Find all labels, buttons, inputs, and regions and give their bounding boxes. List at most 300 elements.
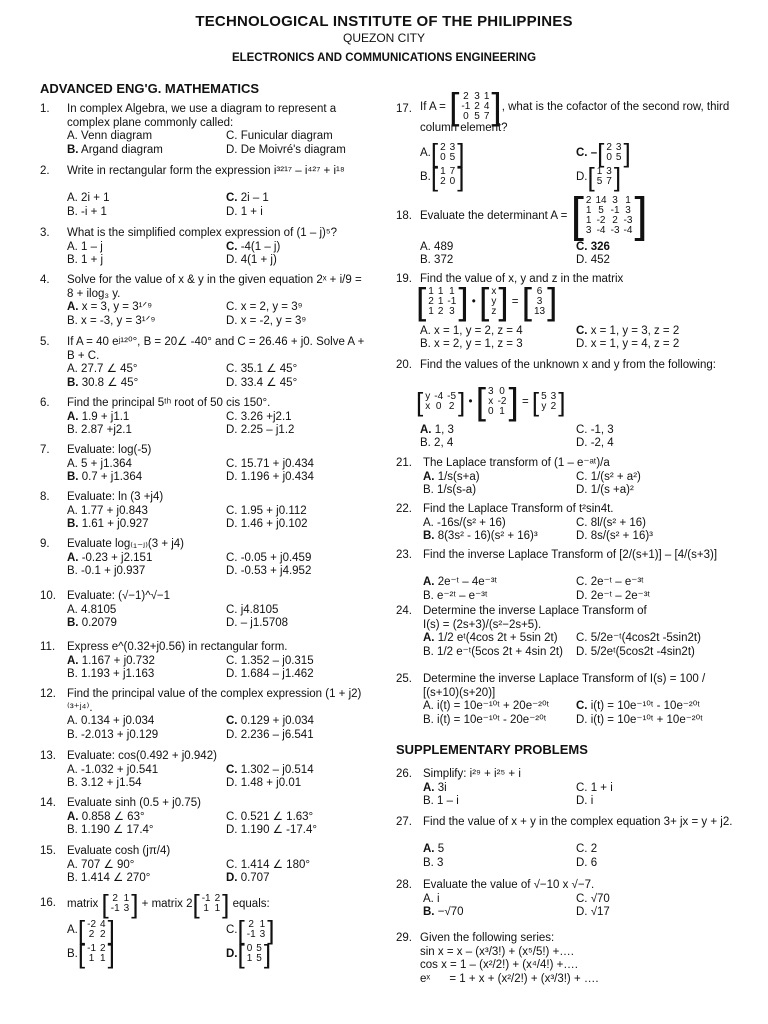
question-text: Determine the inverse Laplace Transform of I(s) = 100 / [(s+10)(s+20)] (423, 673, 706, 699)
option-b-value: 0.2079 (78, 617, 117, 629)
matrix-cell: -1 (610, 205, 620, 216)
matrix-cell: 0 (606, 152, 612, 163)
matrix-cell: 3 (615, 142, 622, 153)
institute-title: TECHNOLOGICAL INSTITUTE OF THE PHILIPPINES (195, 13, 573, 30)
matrix-table (245, 920, 267, 940)
bracket-right: ] (634, 189, 648, 242)
matrix-cell: 3 (585, 225, 592, 236)
option-c (226, 715, 314, 729)
bracket-left: [ (521, 281, 532, 322)
option-a (67, 811, 145, 825)
question-text: Find the value of x + y in the complex equation 3+ jx = y + j2. (423, 816, 733, 828)
matrix-cell: 1 (585, 205, 592, 216)
option-a: A. 0.134 + j0.034 (67, 715, 155, 727)
matrix-cell: 1 (596, 166, 603, 177)
matrix-cell: 2 (100, 929, 106, 940)
option-d-value: 0.707 (237, 872, 270, 884)
option-a: A. 1.77 + j0.843 (67, 504, 148, 517)
bracket-right: ] (131, 889, 139, 919)
question-text: Write in rectangular form the expression i³²¹⁷ – i⁴²⁷ + i¹⁸ (67, 165, 345, 177)
matrix-cell: 2 (550, 401, 557, 412)
matrix-table (200, 894, 222, 914)
matrix-cell: 3 (536, 296, 543, 307)
bracket-left: [ (430, 162, 439, 192)
option-a: A. 27.7 ∠ 45° (67, 363, 138, 375)
question-text: Evaluate the determinant A = (420, 210, 568, 223)
question-number: 23. (396, 549, 412, 561)
bracket-left: [ (531, 387, 540, 417)
section-title-supplementary: SUPPLEMENTARY PROBLEMS (396, 742, 588, 757)
option-c: C. 1/(s² + a²) (576, 470, 641, 483)
option-b: B. 3 (423, 856, 444, 869)
matrix-table (438, 167, 457, 187)
matrix-cell: 1 (428, 286, 434, 297)
question-text: Evaluate sinh (0.5 + j0.75) (67, 797, 201, 809)
question-text: Determine the inverse Laplace Transform of (423, 605, 647, 617)
option-b: B. -2.013 + j0.129 (67, 728, 159, 741)
matrix-cell: -4 (623, 225, 633, 236)
option-b: B. 1 + j (67, 254, 104, 266)
option-a: A. 2i + 1 (67, 192, 110, 204)
matrix-cell: x (425, 401, 431, 412)
question-text: Evaluate: (√−1)^√−1 (67, 590, 171, 602)
matrix-cell: -2 (596, 215, 606, 226)
matrix-table (584, 196, 635, 236)
option-a-value: 1.9 + j1.1 (78, 410, 130, 423)
question-11 (40, 641, 370, 685)
question-6 (40, 397, 370, 441)
matrix-cell: 14 (595, 195, 607, 206)
option-c: C. 326 (576, 241, 610, 253)
question-text: Evaluate log₍₁₋ⱼ₎(3 + j4) (67, 538, 185, 550)
matrix-cell: 3 (474, 91, 480, 102)
question-number: 29. (396, 932, 412, 944)
matrix-cell: 3 (449, 306, 455, 317)
matrix-cell: 1 (203, 903, 209, 914)
bracket-left: [ (192, 889, 200, 919)
option-c (576, 325, 679, 339)
matrix-cell: 13 (534, 306, 546, 317)
option-letter: A. (67, 810, 79, 823)
question-number: 25. (396, 673, 412, 685)
option-b-value: 8(3s² - 16)(s² + 16)³ (434, 530, 538, 542)
matrix-cell: 0 (246, 943, 253, 954)
option-letter: A. (67, 301, 79, 313)
option-a (67, 655, 155, 669)
question-16 (40, 889, 370, 972)
option-c: C. 0.521 ∠ 1.63° (226, 810, 314, 823)
matrix-cell: 4 (100, 919, 106, 930)
matrix-cell: -1 (87, 943, 97, 954)
matrix-cell: 0 (449, 176, 456, 187)
question-14 (40, 797, 370, 841)
question-3 (40, 227, 370, 271)
bracket-right: ] (457, 138, 465, 168)
option-d: D. 1.190 ∠ -17.4° (226, 824, 317, 836)
question-text: The Laplace transform of (1 – e⁻ᵃᵗ)/a (423, 457, 610, 469)
matrix-cell: 3 (625, 205, 631, 216)
department-title: ELECTRONICS AND COMMUNICATIONS ENGINEERING (231, 52, 537, 64)
matrix-cell: -3 (610, 225, 620, 236)
matrix-cell: 1 (437, 296, 444, 307)
option-a (67, 411, 129, 425)
question-text: Find the inverse Laplace Transform of [2/(s+1)] – [4/(s+3)] (423, 549, 718, 561)
question-25 (396, 673, 736, 730)
bracket-left: [ (475, 381, 486, 422)
option-d: D. i (576, 795, 594, 807)
question-4 (40, 274, 370, 331)
option-c: C. 1.95 + j0.112 (226, 504, 307, 517)
matrix-result (531, 387, 566, 417)
matrix-cell: 3 (449, 142, 456, 153)
option-b: B. e⁻²ᵗ – e⁻³ᵗ (423, 589, 488, 602)
option-letter: B. (67, 376, 79, 389)
question-number: 16. (40, 897, 56, 909)
question-26 (396, 768, 736, 812)
option-b-value: −√70 (434, 906, 464, 918)
option-b-value: Argand diagram (78, 143, 163, 156)
matrix-cell: 2 (606, 142, 612, 153)
option-c: C. 2 (576, 843, 598, 855)
option-a-value: 1/s(s+a) (434, 470, 480, 483)
question-number: 5. (40, 336, 50, 348)
question-text: If A = 40 eʲ¹²⁰°, B = 20∠ -40° and C = 26.46 + j0. Solve A + B + C. (67, 336, 365, 362)
bracket-right: ] (491, 86, 502, 127)
question-number: 12. (40, 688, 56, 700)
question-number: 9. (40, 538, 50, 550)
matrix-option-a (77, 915, 115, 945)
question-20 (396, 359, 736, 454)
question-2 (40, 165, 370, 222)
matrix-option-a (430, 138, 465, 168)
option-b-value: 1.61 + j0.927 (78, 518, 149, 530)
option-letter: A. (67, 551, 79, 564)
question-8 (40, 491, 370, 535)
option-d: D. x = -2, y = 3⁹ (226, 314, 307, 327)
matrix-table (532, 287, 547, 317)
question-text: Express e^(0.32+j0.56) in rectangular form. (67, 641, 288, 653)
option-c: C. 3.26 +j2.1 (226, 410, 292, 423)
option-b: B. 2.87 +j2.1 (67, 424, 132, 436)
matrix-cell: 1 (214, 903, 221, 914)
option-d: D. De Moivré's diagram (226, 143, 346, 156)
option-c: C. 1 + i (576, 781, 613, 794)
matrix-cell: 1 (440, 166, 446, 177)
option-b (67, 377, 138, 391)
question-text-post: , what is the cofactor of the second row, third column element? (420, 101, 730, 134)
option-c-value: 0.129 + j0.034 (237, 715, 314, 727)
matrix-option-b (430, 162, 465, 192)
bracket-left: [ (77, 939, 86, 969)
matrix-cell: 2 (112, 893, 118, 904)
matrix-variables (479, 281, 509, 322)
option-a (423, 632, 558, 646)
option-a: A. 4.8105 (67, 603, 117, 616)
matrix-cell: 2 (440, 142, 446, 153)
matrix-cell: 1 (88, 953, 95, 964)
option-a (67, 552, 152, 566)
matrix-option-b (77, 939, 115, 969)
option-c: C. 5/2e⁻ᵗ(4cos2t -5sin2t) (576, 632, 701, 644)
option-d (576, 162, 622, 192)
bracket-left: [ (430, 138, 439, 168)
bracket-right: ] (623, 138, 631, 168)
matrix-option-c (237, 915, 275, 945)
option-label: B. (420, 171, 431, 184)
option-b (423, 530, 538, 544)
option-c: C. x = 2, y = 3⁹ (226, 301, 303, 313)
option-b (67, 617, 117, 631)
option-d: D. 2.236 – j6.541 (226, 728, 314, 741)
option-c: C. 8l/(s² + 16) (576, 516, 646, 529)
bracket-left: [ (597, 138, 605, 168)
option-d: D. -0.53 + j4.952 (226, 565, 312, 577)
bracket-right: ] (107, 939, 115, 969)
question-number: 14. (40, 797, 56, 809)
option-c (226, 915, 275, 945)
matrix-cell: -1 (246, 929, 256, 940)
matrix-cell: y (491, 296, 497, 307)
option-c: C. Funicular diagram (226, 130, 333, 142)
matrix-cell: 6 (536, 286, 543, 297)
matrix-option-c (597, 138, 631, 168)
bracket-right: ] (107, 915, 115, 945)
matrix-cell: 4 (483, 101, 490, 112)
matrix-cell: 3 (550, 391, 557, 402)
option-a (423, 471, 480, 485)
option-d: D. 33.4 ∠ 45° (226, 376, 298, 389)
matrix-cell: 0 (463, 111, 469, 122)
option-d: D. 1.48 + j0.01 (226, 777, 302, 789)
option-a: A. i (423, 892, 440, 905)
option-letter: D. (226, 872, 238, 884)
matrix-cell: 3 (488, 386, 494, 397)
option-d: D. 1 + i (226, 205, 263, 218)
equals-sign: = (521, 396, 529, 409)
dot-operator: • (471, 296, 476, 309)
option-letter: C. (226, 240, 238, 253)
matrix-cell: 2 (440, 176, 446, 187)
option-letter: A. (423, 632, 435, 644)
question-number: 26. (396, 768, 412, 780)
matrix-table (604, 143, 623, 163)
matrix-cell: y (541, 401, 547, 412)
option-a-value: 2e⁻ᵗ – 4e⁻³ᵗ (434, 576, 498, 588)
option-letter: C. (226, 715, 238, 727)
matrix-table (438, 143, 457, 163)
question-5 (40, 336, 370, 393)
option-b (67, 939, 115, 969)
bracket-right: ] (263, 939, 272, 969)
question-text: Simplify: i²⁹ + i²⁵ + i (423, 768, 521, 780)
option-c-value: 2i – 1 (237, 192, 269, 204)
option-label: D. (226, 948, 238, 961)
matrix-cell: -1 (461, 101, 471, 112)
option-a: A. -16s/(s² + 16) (423, 516, 506, 529)
option-b: B. 3.12 + j1.54 (67, 777, 142, 789)
matrix-cell: 2 (88, 929, 95, 940)
option-d: D. 1.196 + j0.434 (226, 471, 314, 483)
matrix-cell: 1 (428, 306, 434, 317)
matrix-cell: 2 (248, 919, 254, 930)
matrix-cell: -1 (447, 296, 457, 307)
option-c: C. 1.352 – j0.315 (226, 654, 314, 667)
question-number: 3. (40, 227, 50, 239)
matrix-cell: 5 (474, 111, 480, 122)
matrix-cell: 2 (448, 401, 455, 412)
matrix-cell: -2 (497, 396, 507, 407)
option-a-value: x = 3, y = 3¹ᐟ⁹ (78, 301, 153, 313)
bracket-right: ] (558, 387, 566, 417)
question-28 (396, 879, 736, 923)
option-b (423, 906, 464, 920)
matrix-cell: 0 (435, 401, 442, 412)
bracket-right: ] (457, 162, 465, 192)
matrix-cell: -1 (110, 903, 120, 914)
option-c (576, 700, 700, 714)
option-label: B. (67, 948, 78, 961)
matrix-cell: -4 (596, 225, 606, 236)
matrix-table (426, 287, 458, 317)
option-b: B. i(t) = 10e⁻¹⁰ᵗ - 20e⁻²⁰ᵗ (423, 713, 547, 726)
matrix-cell: x (488, 396, 494, 407)
question-text-pre: If A = (420, 101, 446, 114)
matrix-cell: 1 (100, 953, 106, 964)
question-text: In complex Algebra, we use a diagram to represent a complex plane commonly called: (67, 103, 337, 129)
option-b: B. -i + 1 (67, 205, 107, 218)
option-letter: B. (67, 518, 79, 530)
matrix-table (595, 167, 614, 187)
question-17 (396, 86, 736, 192)
option-a: A. 707 ∠ 90° (67, 858, 135, 871)
bracket-left: [ (570, 189, 584, 242)
option-label: C. – (576, 147, 598, 160)
matrix-option-d (587, 162, 622, 192)
option-c: C. √70 (576, 892, 610, 905)
dot-operator: • (468, 396, 473, 409)
series-exp: eˣ = 1 + x + (x²/2!) + (x³/3!) + …. (420, 972, 599, 985)
matrix-cell: 1 (246, 953, 253, 964)
section-title-advanced: ADVANCED ENG'G. MATHEMATICS (40, 81, 260, 96)
question-text-pre: matrix (67, 898, 99, 911)
matrix-cell: 3 (612, 195, 618, 206)
question-text: Evaluate the value of √−10 x √−7. (423, 879, 595, 891)
bracket-left: [ (449, 86, 460, 127)
question-21 (396, 457, 736, 501)
matrix-cell: -3 (623, 215, 633, 226)
question-number: 7. (40, 444, 50, 456)
matrix-table (245, 944, 264, 964)
question-number: 20. (396, 359, 412, 371)
option-b-value: 0.7 + j1.364 (78, 471, 143, 483)
matrix-cell: z (491, 306, 497, 317)
equals-sign: = (511, 296, 519, 309)
matrix-cell: 2 (474, 101, 480, 112)
matrix-table (85, 944, 107, 964)
option-c (226, 241, 280, 255)
matrix-coefficients (416, 281, 469, 322)
option-a-value: 5 (434, 843, 445, 855)
question-text: Find the Laplace Transform of t²sin4t. (423, 503, 614, 515)
matrix-table (486, 387, 508, 417)
option-b: B. 2, 4 (420, 437, 454, 449)
option-a-value: 1.167 + j0.732 (78, 654, 155, 667)
question-9 (40, 538, 370, 582)
option-letter: B. (67, 143, 79, 156)
bracket-right: ] (508, 381, 519, 422)
option-b: B. 1.190 ∠ 17.4° (67, 824, 154, 836)
matrix-cell: -5 (447, 391, 457, 402)
question-13 (40, 750, 370, 794)
matrix-cell: x (491, 286, 497, 297)
matrix-table (539, 392, 558, 412)
question-text: Evaluate: ln (3 +j4) (67, 491, 164, 503)
option-b: B. 1.193 + j1.163 (67, 668, 155, 680)
option-label: A. (420, 147, 431, 160)
option-a: A. 5 + j1.364 (67, 457, 132, 470)
question-18 (396, 189, 736, 268)
option-a (67, 915, 115, 945)
option-d (226, 939, 272, 969)
option-b: B. x = 2, y = 1, z = 3 (420, 338, 523, 350)
option-letter: C. (576, 325, 588, 337)
question-27 (396, 816, 736, 873)
matrix-cell: -4 (434, 391, 444, 402)
option-a-value: 3i (434, 781, 447, 794)
option-a (423, 843, 444, 857)
matrix-cell: 2 (612, 215, 618, 226)
option-b: B. 372 (420, 254, 454, 266)
matrix-m1 (416, 387, 466, 417)
option-letter: B. (67, 471, 79, 483)
question-number: 2. (40, 165, 50, 177)
option-d: D. 2e⁻ᵗ – 2e⁻³ᵗ (576, 589, 651, 602)
bracket-left: [ (237, 915, 245, 945)
question-15 (40, 845, 370, 889)
question-number: 8. (40, 491, 50, 503)
question-22 (396, 503, 736, 547)
option-a-value: 0.858 ∠ 63° (78, 810, 145, 823)
question-text: Evaluate: log(-5) (67, 444, 152, 456)
matrix-option-d (237, 939, 272, 969)
option-letter: B. (67, 617, 79, 629)
option-letter: A. (67, 410, 79, 423)
question-number: 21. (396, 457, 412, 469)
option-c-value: -4(1 – j) (237, 240, 281, 253)
question-text: Evaluate cosh (jπ/4) (67, 845, 171, 857)
option-b-value: 30.8 ∠ 45° (78, 376, 139, 389)
option-letter: A. (67, 654, 79, 667)
option-d (226, 872, 269, 886)
question-number: 13. (40, 750, 56, 762)
matrix-cell: 2 (585, 195, 592, 206)
option-b (67, 471, 142, 485)
matrix-cell: 5 (596, 176, 603, 187)
matrix-cell: -1 (201, 893, 211, 904)
option-d: D. 4(1 + j) (226, 254, 277, 266)
matrix-cell: 2 (100, 943, 106, 954)
option-letter: A. (423, 781, 435, 794)
option-c: C. j4.8105 (226, 603, 279, 616)
option-a (423, 782, 447, 796)
question-number: 27. (396, 816, 412, 828)
matrix-cell: 3 (259, 929, 266, 940)
bracket-right: ] (613, 162, 622, 192)
option-letter: B. (423, 530, 435, 542)
option-b (67, 144, 163, 158)
matrix-table (489, 287, 498, 317)
question-text: What is the simplified complex expression of (1 – j)⁵? (67, 227, 338, 239)
